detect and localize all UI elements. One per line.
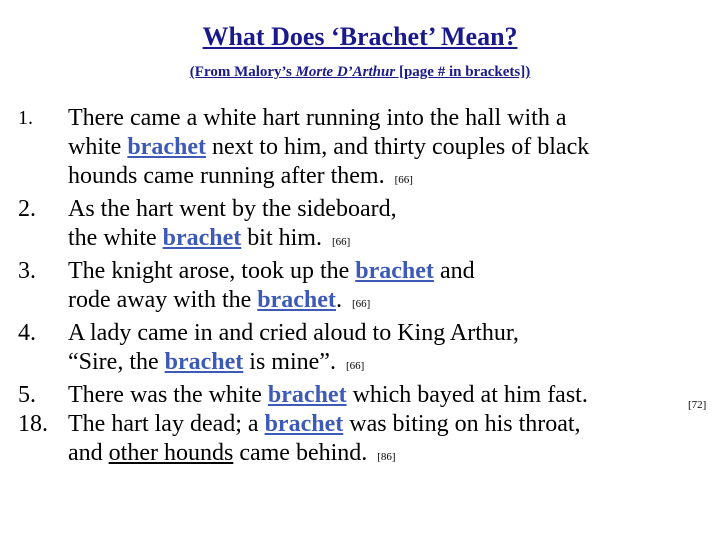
subtitle — [0, 64, 720, 81]
item-number: 3. — [18, 258, 36, 284]
subtitle-book-title: Morte D’Arthur — [295, 64, 396, 80]
keyword-brachet: brachet — [355, 258, 434, 284]
item-number: 18. — [18, 411, 48, 437]
page-ref: [66] — [394, 174, 413, 186]
keyword-brachet: brachet — [257, 287, 336, 313]
item-line: the white brachet bit him. [66] — [68, 225, 351, 251]
keyword-brachet: brachet — [264, 411, 344, 437]
item-line: As the hart went by the sideboard, — [68, 196, 397, 222]
item-line: “Sire, the brachet is mine”. [66] — [68, 349, 365, 375]
item-line: There came a white hart running into the hall with a — [68, 105, 567, 131]
item-line: There was the white brachet which bayed at him fast. — [68, 382, 588, 408]
page-title: What Does ‘Brachet’ Mean? — [202, 22, 518, 51]
list-item — [18, 195, 718, 257]
quote-list — [18, 104, 718, 472]
item-line: The knight arose, took up the brachet and — [68, 258, 475, 284]
item-number: 1. — [18, 107, 33, 129]
page-ref: [66] — [331, 236, 351, 248]
keyword-brachet: brachet — [267, 382, 347, 408]
keyword-brachet: brachet — [162, 225, 242, 251]
other-hounds-phrase: other hounds — [108, 440, 234, 466]
keyword-brachet: brachet — [164, 349, 244, 375]
list-item — [18, 104, 718, 195]
list-item — [18, 319, 718, 381]
item-number: 2. — [18, 196, 36, 222]
keyword-brachet: brachet — [127, 134, 206, 160]
item-line: A lady came in and cried aloud to King Arthur, — [68, 320, 519, 346]
page-ref: [66] — [351, 298, 371, 310]
item-line: The hart lay dead; a brachet was biting on his throat, — [68, 411, 581, 437]
item-line: white brachet next to him, and thirty couples of black — [68, 134, 590, 160]
item-line: hounds came running after them. [66] — [68, 163, 413, 189]
page-ref: [72] — [688, 399, 707, 411]
list-item — [18, 410, 718, 472]
list-item — [18, 257, 718, 319]
item-line: and other hounds came behind. [86] — [68, 440, 396, 466]
list-item — [18, 381, 718, 410]
item-number: 4. — [18, 320, 36, 346]
page-ref: [86] — [377, 451, 396, 463]
subtitle-prefix: (From Malory’s — [189, 64, 296, 80]
subtitle-suffix: [page # in brackets]) — [395, 64, 531, 80]
page-ref: [66] — [345, 360, 365, 372]
item-line: rode away with the brachet. [66] — [68, 287, 371, 313]
item-number: 5. — [18, 382, 36, 408]
